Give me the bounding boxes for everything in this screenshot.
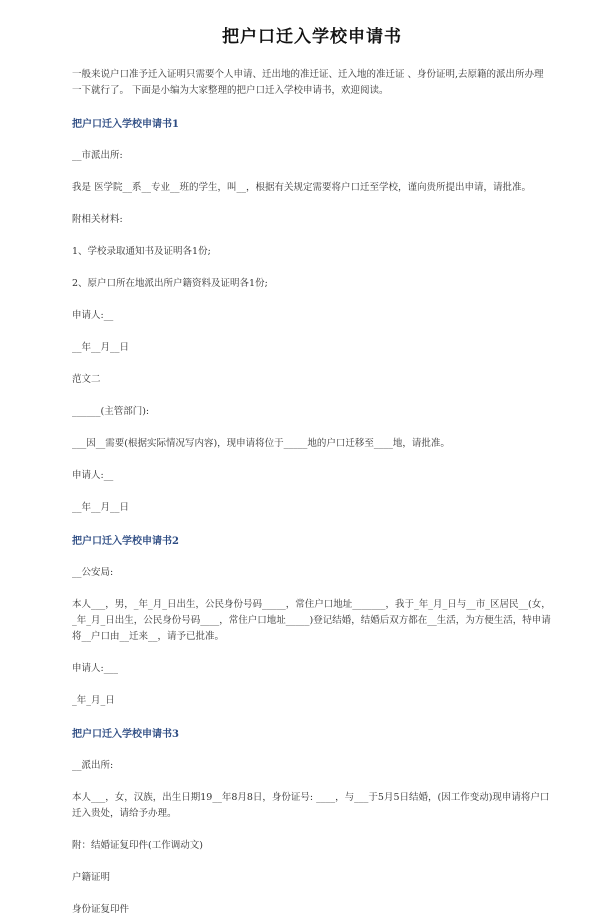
recipient-line: ______(主管部门): — [72, 406, 150, 417]
body-paragraph: ___因__需要(根据实际情况写内容)，现申请将位于_____地的户口迁移至____地，请批准。 — [72, 438, 450, 449]
section-heading: 把户口迁入学校申请书2 — [72, 536, 179, 547]
applicant-line: 申请人:__ — [72, 470, 114, 481]
date-line: _年_月_日 — [72, 695, 115, 706]
sample-label: 范文二 — [72, 374, 101, 385]
date-line: __年__月__日 — [72, 502, 130, 513]
date-line: __年__月__日 — [72, 342, 130, 353]
intro-paragraph: 一般来说户口准予迁入证明只需要个人申请、迁出地的准迁证、迁入地的准迁证 、身份证明,去原籍的派出所办理一下就行了。 下面是小编为大家整理的把户口迁入学校申请书，欢迎阅读。 — [72, 69, 544, 96]
recipient-line: __市派出所: — [72, 150, 123, 161]
body-paragraph: 本人___，女，汉族，出生日期19__年8月8日，身份证号: ____，与___于5月5日结婚，(因工作变动)现申请将户口迁入贵处，请给予办理。 — [72, 792, 550, 819]
applicant-line: 申请人:___ — [72, 663, 118, 674]
attachment-item: 2、原户口所在地派出所户籍资料及证明各1份; — [72, 278, 268, 289]
body-paragraph: 我是 医学院__系__专业__班的学生，叫__，根据有关规定需要将户口迁至学校，谨向贵所提出申请，请批准。 — [72, 182, 532, 193]
attachments-label: 附：结婚证复印件(工作调动文) — [72, 840, 203, 851]
attachment-item: 户籍证明 — [72, 872, 111, 883]
applicant-line: 申请人:__ — [72, 310, 114, 321]
section-3 — [72, 725, 552, 918]
section-heading: 把户口迁入学校申请书3 — [72, 729, 179, 740]
attachment-item: 身份证复印件 — [72, 904, 130, 915]
section-heading: 把户口迁入学校申请书1 — [72, 119, 179, 130]
recipient-line: __公安局: — [72, 567, 114, 578]
body-paragraph: 本人___，男，_年_月_日出生，公民身份号码_____，常住户口地址_______，我于_年_月_日与__市_区居民__(女，_年_月_日出生，公民身份号码____，常住户口地址_____)登记结婚，结婚后双方都在__生活，为方便生活，特申请将__户口由__迁来__，请予已批准。 — [72, 599, 551, 642]
attachments-label: 附相关材料: — [72, 214, 123, 225]
document-title: 把户口迁入学校申请书 — [222, 27, 402, 47]
recipient-line: __派出所: — [72, 760, 114, 771]
attachment-item: 1、学校录取通知书及证明各1份; — [72, 246, 211, 257]
section-1 — [72, 115, 552, 516]
section-2 — [72, 532, 552, 709]
